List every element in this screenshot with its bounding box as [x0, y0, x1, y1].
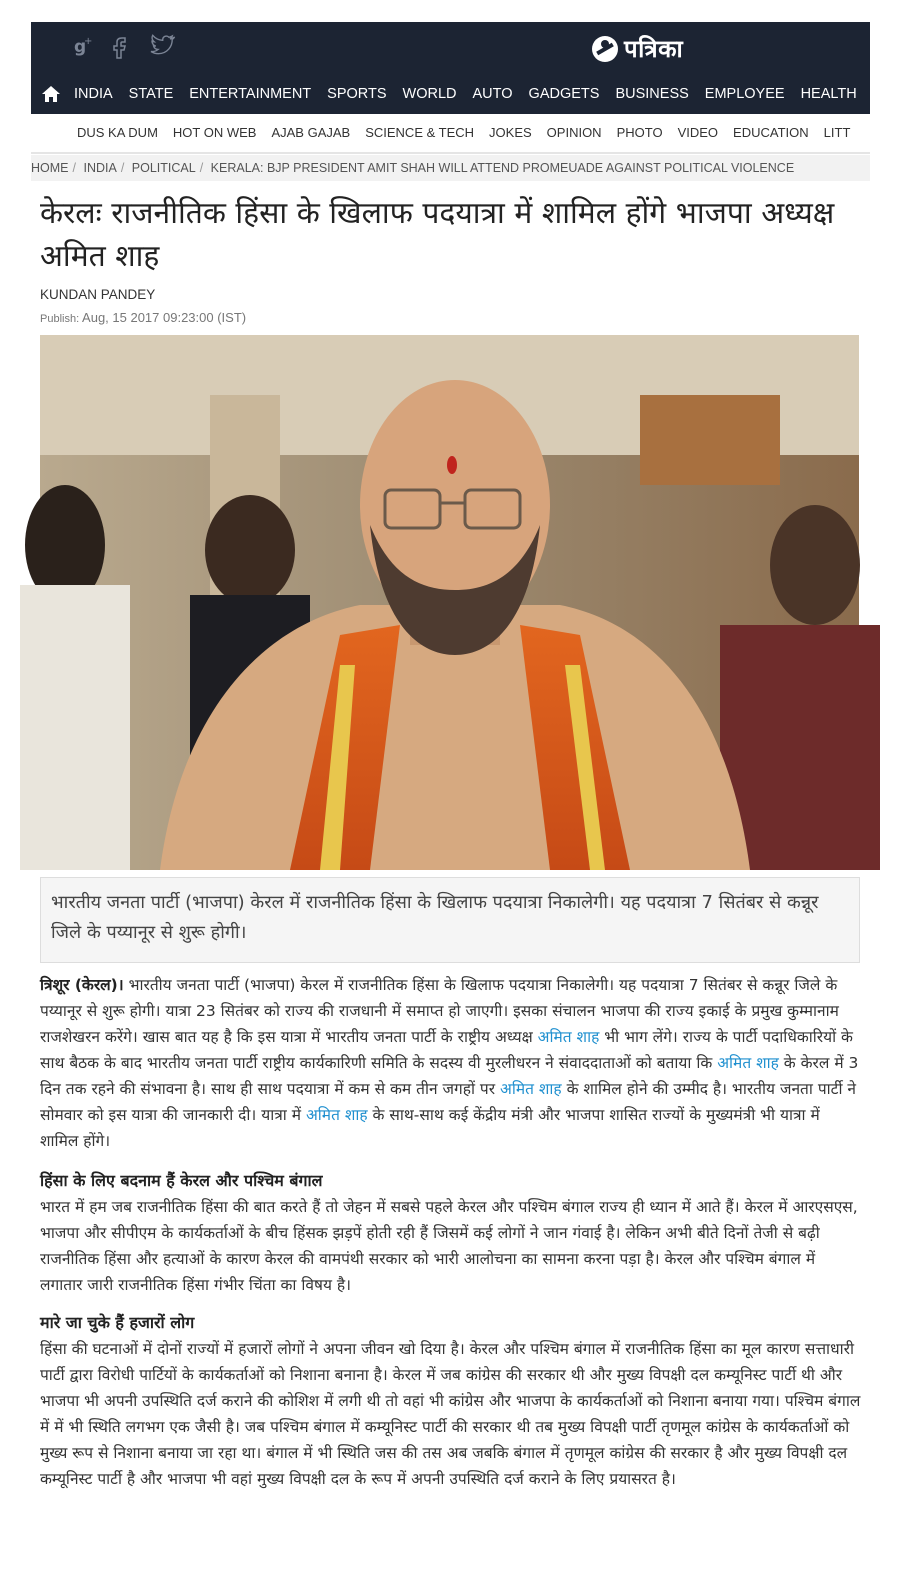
subheading-thousands-killed: मारे जा चुके हैं हजारों लोग	[40, 1313, 195, 1332]
publish-date-value: Aug, 15 2017 09:23:00 (IST)	[82, 310, 247, 325]
nav-item-india[interactable]: INDIA	[74, 86, 113, 102]
breadcrumb: HOME / INDIA / POLITICAL / KERALA: BJP PRESIDENT AMIT SHAH WILL ATTEND PROMEUADE AGAINST POLITICAL VIOLENCE	[31, 155, 870, 181]
twitter-icon[interactable]	[145, 34, 175, 58]
subnav-item-dus-ka-dum[interactable]: DUS KA DUM	[77, 125, 158, 140]
amit-shah-link[interactable]: अमित शाह	[305, 1106, 368, 1124]
site-header	[31, 22, 870, 75]
nav-item-entertainment[interactable]: ENTERTAINMENT	[189, 86, 312, 102]
subnav-item-education[interactable]: EDUCATION	[733, 125, 809, 140]
logo-mark-icon	[592, 36, 618, 62]
article-paragraph-2: भारत में हम जब राजनीतिक हिंसा की बात करते हैं तो जेहन में सबसे पहले केरल और पश्चिम बंगाल राज्य ही ध्यान में आते हैं। केरल में आरएसएस, भाजपा और सीपीएम के कार्यकर्ताओं के बीच हिंसक झड़पें होती रही हैं जिसमें कई लोगों ने जान गंवाई है। लेकिन अभी बीते दिनों तेजी से बढ़ी राजनीतिक हिंसा और हत्याओं के कारण केरल की वामपंथी सरकार को भारी आलोचना का सामना करना पड़ा है। केरल और पश्चिम बंगाल में लगातार जारी राजनीतिक हिंसा गंभीर चिंता का विषय है।	[40, 1198, 858, 1294]
amit-shah-link[interactable]: अमित शाह	[499, 1080, 562, 1098]
subnav-item-jokes[interactable]: JOKES	[489, 125, 532, 140]
subnav-item-litt[interactable]: LITT	[823, 125, 851, 140]
article-title: केरलः राजनीतिक हिंसा के खिलाफ पदयात्रा में शामिल होंगे भाजपा अध्यक्ष अमित शाह	[40, 196, 835, 274]
amit-shah-link[interactable]: अमित शाह	[717, 1054, 779, 1072]
breadcrumb-home[interactable]: HOME	[31, 161, 69, 175]
svg-text:+: +	[84, 36, 93, 47]
google-plus-icon[interactable]	[71, 34, 95, 58]
article-author[interactable]: KUNDAN PANDEY	[40, 287, 156, 302]
logo-text: पत्रिका	[624, 35, 684, 63]
nav-item-gadgets[interactable]: GADGETS	[528, 86, 600, 102]
paragraph-text: के साथ-साथ कई केंद्रीय मंत्री और भाजपा शासित राज्यों के मुख्यमंत्री भी यात्रा में शामिल होंगे।	[40, 1106, 820, 1150]
breadcrumb-current: KERALA: BJP PRESIDENT AMIT SHAH WILL ATTEND PROMEUADE AGAINST POLITICAL VIOLENCE	[210, 161, 795, 175]
subnav-item-photo[interactable]: PHOTO	[616, 125, 663, 140]
breadcrumb-india[interactable]: INDIA	[83, 161, 117, 175]
home-icon[interactable]	[41, 84, 61, 104]
nav-item-sports[interactable]: SPORTS	[327, 86, 387, 102]
nav-item-as[interactable]: AS	[872, 86, 893, 102]
nav-item-health[interactable]: HEALTH	[800, 86, 857, 102]
paragraph-text: भी भाग लेंगे। राज्य के पार्टी पदाधिकारियों के साथ बैठक के बाद भारतीय जनता पार्टी राष्ट्रीय कार्यकारिणी समिति के सदस्य वी मुरलीधरन ने संवाददाताओं को बताया कि	[40, 1028, 853, 1072]
nav-item-state[interactable]: STATE	[128, 86, 174, 102]
article-paragraph-3: हिंसा की घटनाओं में दोनों राज्यों में हजारों लोगों ने अपना जीवन खो दिया है। केरल और पश्चिम बंगाल में राजनीतिक हिंसा का मूल कारण सत्ताधारी पार्टी द्वारा विरोधी पार्टियों के कार्यकर्ताओं को निशाना बनाना है। केरल में जब कांग्रेस की सरकार थी और मुख्य विपक्षी दल कम्यूनिस्ट पार्टी थी और भाजपा भी अपनी उपस्थिति दर्ज कराने की कोशिश में लगी थी तो वहां भी कांग्रेस और भाजपा के कार्यकर्ताओं को निशाना बनाया गया। पश्चिम बंगाल में में भी स्थिति लगभग एक जैसी है। जब पश्चिम बंगाल में कम्यूनिस्ट पार्टी की सरकार थी तब मुख्य विपक्षी पार्टी तृणमूल कांग्रेस के कार्यकर्ताओं को मुख्य रूप से निशाना बनाया जा रहा था। बंगाल में भी स्थिति जस की तस अब जबकि बंगाल में तृणमूल कांग्रेस की सरकार है और मुख्य विपक्षी दल कम्यूनिस्ट पार्टी है और भाजपा भी वहां मुख्य विपक्षी दल के रूप में अपनी उपस्थिति दर्ज कराने के लिए प्रयासरत है।	[40, 1340, 861, 1488]
social-links	[71, 34, 175, 58]
subnav-item-hot-on-web[interactable]: HOT ON WEB	[172, 125, 257, 140]
subnav-item-science-tech[interactable]: SCIENCE & TECH	[365, 125, 475, 140]
facebook-icon[interactable]	[109, 34, 131, 58]
dateline: त्रिशूर (केरल)।	[40, 976, 124, 994]
svg-text:g: g	[74, 37, 87, 57]
site-logo[interactable]	[592, 32, 683, 65]
subnav-item-opinion[interactable]: OPINION	[546, 125, 602, 140]
nav-item-employee[interactable]: EMPLOYEE	[704, 86, 785, 102]
paragraph-text: भारतीय जनता पार्टी (भाजपा) केरल में राजनीतिक हिंसा के खिलाफ पदयात्रा निकालेगी। यह पदयात्रा 7 सितंबर से कन्नूर जिले के पय्यानूर से शुरू होगी। यात्रा 23 सितंबर को राज्य की राजधानी में समाप्त हो जाएगी। इसका संचालन भाजपा की राज्य इकाई के प्रमुख कुम्मानाम राजशेखरन करेंगे। खास बात यह है कि इस यात्रा में भारतीय जनता पार्टी के राष्ट्रीय अध्यक्ष	[40, 976, 839, 1046]
nav-item-world[interactable]: WORLD	[402, 86, 457, 102]
subnav-item-video[interactable]: VIDEO	[677, 125, 719, 140]
article-paragraph-1	[40, 972, 862, 1154]
publish-date	[40, 310, 246, 325]
nav-item-business[interactable]: BUSINESS	[615, 86, 689, 102]
paragraph-text: के शामिल होने की उम्मीद है। भारतीय जनता पार्टी ने सोमवार को इस यात्रा की जानकारी दी। यात्रा में	[40, 1080, 856, 1124]
sub-nav	[31, 114, 870, 154]
breadcrumb-political[interactable]: POLITICAL	[131, 161, 196, 175]
nav-item-auto[interactable]: AUTO	[472, 86, 513, 102]
paragraph-text: के केरल में 3 दिन तक रहने की संभावना है। साथ ही साथ पदयात्रा में कम से कम तीन जगहों पर	[40, 1054, 859, 1098]
article-hero-image	[40, 335, 859, 870]
subnav-item-ajab-gajab[interactable]: AJAB GAJAB	[271, 125, 351, 140]
amit-shah-link[interactable]: अमित शाह	[537, 1028, 600, 1046]
publish-label: Publish:	[40, 313, 80, 325]
image-caption: भारतीय जनता पार्टी (भाजपा) केरल में राजनीतिक हिंसा के खिलाफ पदयात्रा निकालेगी। यह पदयात्रा 7 सितंबर से कन्नूर जिले के पय्यानूर से शुरू होगी।	[40, 877, 860, 963]
main-nav	[31, 75, 893, 114]
subheading-kerala-bengal: हिंसा के लिए बदनाम हैं केरल और पश्चिम बंगाल	[40, 1171, 323, 1190]
